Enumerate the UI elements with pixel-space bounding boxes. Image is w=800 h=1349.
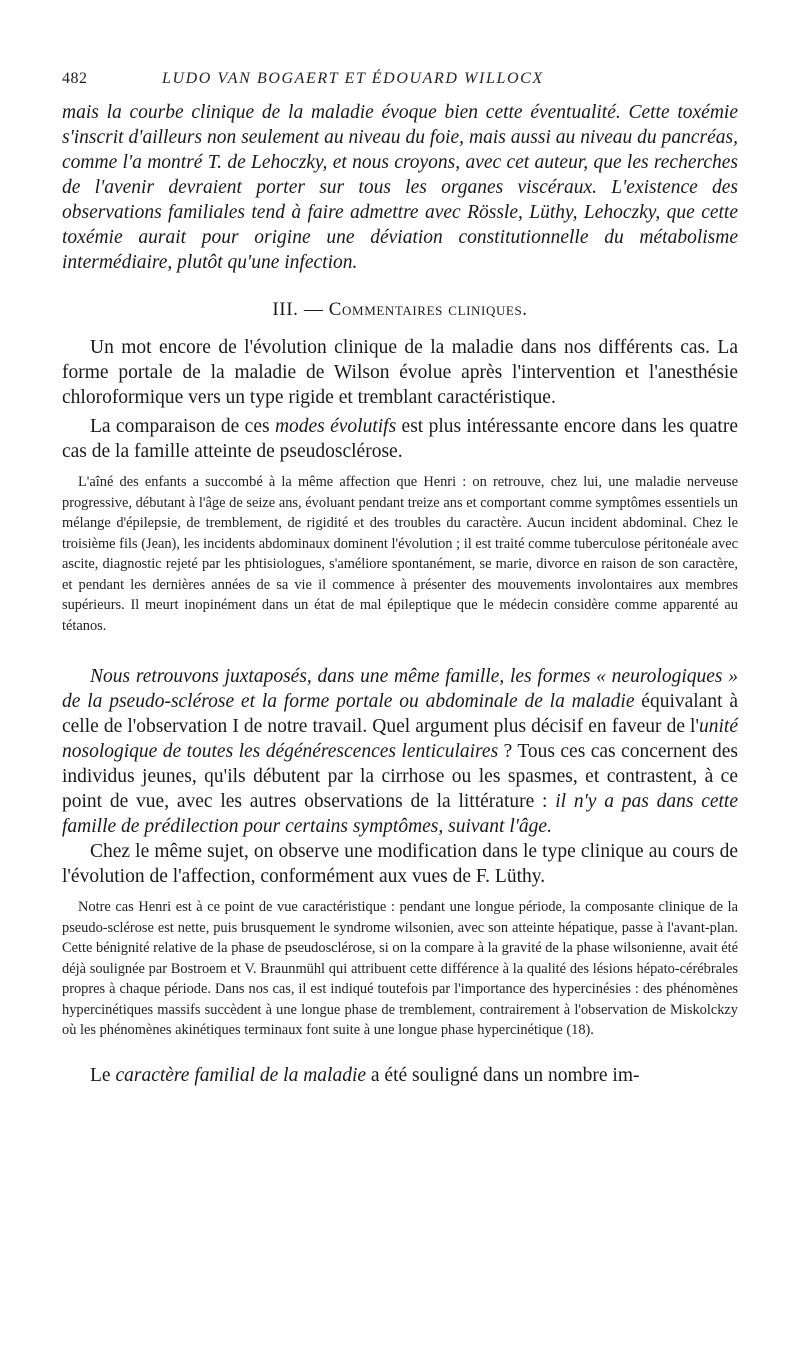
running-title: LUDO VAN BOGAERT ET ÉDOUARD WILLOCX (162, 70, 544, 87)
section-heading (62, 299, 738, 321)
small-print-family-cases: L'aîné des enfants a succombé à la même affection que Henri : on retrouve, chez lui, une maladie nerveuse progressive, débutant à l'âge de seize ans, évoluant pendant treize ans et comportant comme symptômes essentiels un mélange d'épilepsie, de tremblement, de rigidité et des troubles du caractère. Aucun incident abdominal. Chez le troisième fils (Jean), les incidents abdominaux dominent l'évolution ; il est traité comme tuberculose péritonéale avec ascite, diagnostic rejeté par les phtisiologues, s'améliore spontanément, se marie, divorce en raison de son caractère, et pendant les dernières années de sa vie il commence à présenter des mouvements involontaires aux membres supérieurs. Il meurt inopinément dans un état de mal épileptique que le médecin considère comme apparenté au tétanos. (62, 474, 738, 634)
paragraph-same-subject: Chez le même sujet, on observe une modification dans le type clinique au cours de l'évolution de l'affection, conformément aux vues de F. Lüthy. (62, 841, 738, 887)
text-run: Le (90, 1064, 116, 1086)
intro-paragraph: mais la courbe clinique de la maladie évoque bien cette éventualité. Cette toxémie s'inscrit d'ailleurs non seulement au niveau du foie, mais aussi au niveau du pancréas, comme l'a montré T. de Lehoczky, et nous croyons, avec cet auteur, que les recherches de l'avenir devraient porter sur tous les organes viscéraux. L'existence des observations familiales tend à faire admettre avec Rössle, Lüthy, Lehoczky, que cette toxémie aurait pour origine une déviation constitutionnelle du métabolisme intermédiaire, plutôt qu'une infection. (62, 102, 738, 273)
page-number: 482 (62, 70, 88, 87)
page (62, 70, 738, 1088)
emphasis: caractère familial de la maladie (115, 1064, 367, 1086)
emphasis: modes évolutifs (274, 416, 397, 437)
paragraph-evolution: Un mot encore de l'évolution clinique de la maladie dans nos différents cas. La forme portale de la maladie de Wilson évolue après l'intervention et l'anesthésie chloroformique vers un type rigide et tremblant caractéristique. (62, 337, 738, 408)
paragraph-comparison (62, 414, 738, 464)
emphasis: il n'y a pas dans cette famille de prédilection pour certains symptômes, suivant l'âge. (62, 791, 738, 837)
emphasis: unité nosologique de toutes les dégénérescences lenticulaires (62, 716, 738, 762)
small-print-henri-case: Notre cas Henri est à ce point de vue caractéristique : pendant une longue période, la composante clinique de la pseudo-sclérose est nette, puis brusquement le syndrome wilsonien, avec son atteinte hépatique, passe à l'avant-plan. Cette bénignité relative de la phase de pseudosclérose, si on la compare à la gravité de la phase wilsonienne, avait été déjà soulignée par Bostroem et V. Braunmühl qui attribuent cette différence à la qualité des lésions hépato-cérébrales propres à chaque période. Dans nos cas, il est indiqué toutefois par l'importance des hypercinésies : des phénomènes hypercinétiques massifs succèdent à une longue phase de tremblement, contrairement à l'observation de Miskolckzy où les phénomènes akinétiques terminaux font suite à une longue phase hypercinétique (18). (62, 899, 738, 1038)
section-numeral: III. — (272, 299, 329, 320)
section-title: Commentaires cliniques. (328, 299, 528, 320)
paragraph-juxtaposed-forms (62, 664, 738, 839)
text-run: est plus intéressante encore dans les quatre cas de la famille atteinte de pseudosclérose. (62, 416, 738, 462)
text-run: a été souligné dans un nombre im- (366, 1064, 640, 1086)
paragraph-familial-character (62, 1063, 738, 1088)
text-run: ? Tous ces cas concernent des individus jeunes, qu'ils débutent par la cirrhose ou les spasmes, et contrastent, à ce point de vue, avec les autres observations de la littérature : (62, 741, 739, 812)
text-run: La comparaison de ces (90, 416, 275, 437)
emphasis: Nous retrouvons juxtaposés, dans une même famille, les formes « neurologiques » de la pseudo-sclérose et la forme portale ou abdominale de la maladie (62, 666, 738, 712)
text-run: équivalant à celle de l'observation I de notre travail. Quel argument plus décisif en faveur de l' (62, 691, 738, 737)
running-header (62, 70, 738, 88)
